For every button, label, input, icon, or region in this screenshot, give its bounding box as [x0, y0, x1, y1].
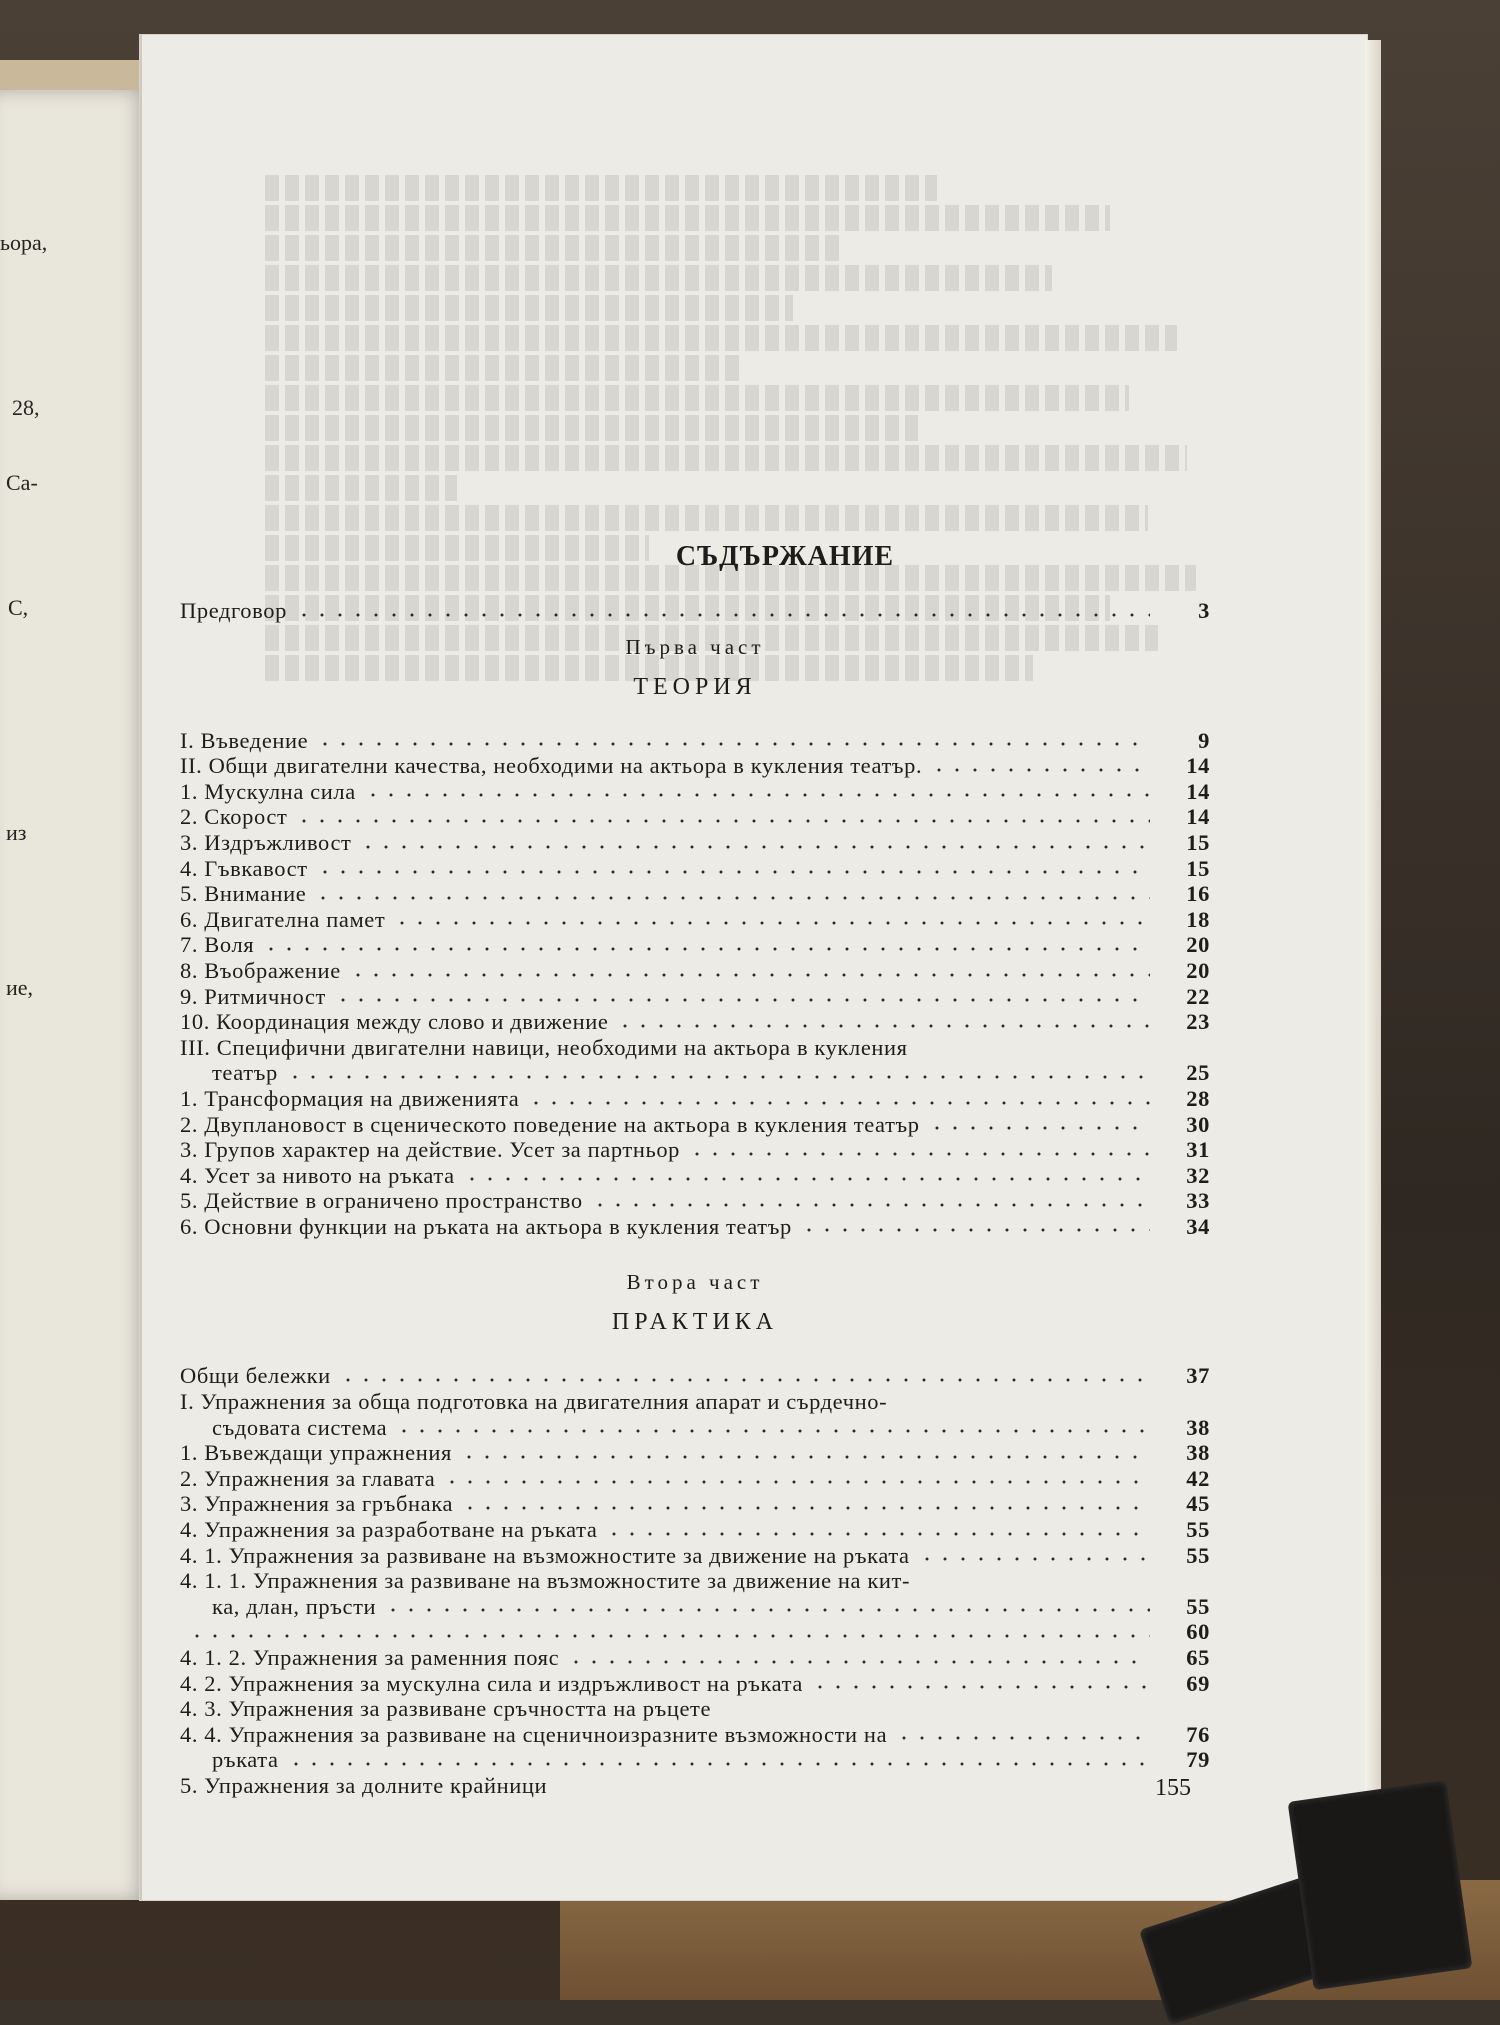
left-page [0, 90, 150, 1900]
leader-dots [262, 945, 1150, 953]
table-of-contents [180, 540, 1210, 1799]
toc-entry-page: 38 [1186, 1414, 1210, 1440]
part-two-label: Втора част [626, 1270, 764, 1295]
part-one-entries [180, 728, 1210, 1240]
toc-entry-label: 4. Упражнения за разработване на ръката [180, 1517, 598, 1543]
leader-dots [930, 766, 1150, 774]
book-spine-edge [0, 60, 160, 90]
toc-entry [180, 907, 1210, 933]
toc-entry-page: 33 [1186, 1188, 1210, 1214]
toc-entry [180, 1415, 1210, 1441]
toc-entry-label: I. Упражнения за обща подготовка на двигателния апарат и сърдечно- [180, 1389, 888, 1415]
leader-dots [895, 1402, 1150, 1410]
toc-entry [180, 1137, 1210, 1163]
toc-entry-page: 31 [1186, 1137, 1210, 1163]
toc-entry [180, 1035, 1210, 1061]
toc-entry-label: 5. Действие в ограничено пространство [180, 1188, 583, 1214]
part-two-entries [180, 1363, 1210, 1798]
leader-dots [286, 1073, 1150, 1081]
toc-entry-page: 42 [1186, 1465, 1210, 1491]
leader-dots [460, 1453, 1150, 1461]
toc-entry-preface [180, 598, 1210, 624]
toc-entry [180, 1009, 1210, 1035]
toc-entry-page: 20 [1186, 932, 1210, 958]
leader-dots [295, 817, 1150, 825]
toc-entry [180, 1440, 1210, 1466]
toc-entry [180, 779, 1210, 805]
leader-dots [188, 1632, 1150, 1640]
toc-entry-page: 79 [1186, 1747, 1210, 1773]
toc-entry [180, 1060, 1210, 1086]
left-page-fragment: 28, [12, 395, 40, 420]
part-one-label: Първа част [625, 634, 765, 659]
toc-entry [180, 1722, 1210, 1748]
leader-dots [463, 1175, 1150, 1183]
toc-entry-label: 2. Упражнения за главата [180, 1465, 436, 1491]
toc-entry-label: 2. Двуплановост в сценическото поведение на актьора в кукления театър [180, 1111, 920, 1137]
toc-entry [180, 958, 1210, 984]
toc-entry-label: ка, длан, пръсти [212, 1593, 377, 1619]
toc-entry-label: 6. Основни функции на ръката на актьора в кукления театър [180, 1213, 792, 1239]
leader-dots [295, 611, 1150, 619]
toc-entry-label: 1. Мускулна сила [180, 778, 356, 804]
toc-entry-label: ръката [212, 1747, 279, 1773]
toc-entry-page: 30 [1186, 1111, 1210, 1137]
toc-entry [180, 1491, 1210, 1517]
toc-entry [180, 753, 1210, 779]
toc-entry [180, 1086, 1210, 1112]
toc-entry [180, 804, 1210, 830]
page-number: 155 [1155, 1775, 1191, 1801]
leader-dots [316, 740, 1150, 748]
toc-entry-page: 14 [1186, 753, 1210, 779]
toc-entry-page: 60 [1186, 1619, 1210, 1645]
toc-entry-label: 6. Двигателна памет [180, 906, 386, 932]
toc-entry-label: Общи бележки [180, 1363, 331, 1389]
part-one-title: ТЕОРИЯ [633, 673, 757, 700]
toc-entry [180, 1517, 1210, 1543]
toc-entry [180, 984, 1210, 1010]
toc-entry-label: I. Въведение [180, 727, 309, 753]
leader-dots [555, 1786, 1150, 1794]
leader-dots [314, 894, 1150, 902]
toc-entry-label: 5. Внимание [180, 881, 307, 907]
leader-dots [918, 1555, 1150, 1563]
leader-dots [895, 1734, 1150, 1742]
toc-entry-label: Предговор [180, 598, 287, 623]
toc-entry-page: 45 [1186, 1491, 1210, 1517]
leader-dots [334, 996, 1150, 1004]
toc-entry [180, 1747, 1210, 1773]
toc-entry-page: 55 [1186, 1542, 1210, 1568]
leader-dots [443, 1478, 1150, 1486]
toc-entry-page: 20 [1186, 957, 1210, 983]
leader-dots [287, 1760, 1150, 1768]
toc-entry [180, 1773, 1210, 1799]
page-stack-edge [1365, 40, 1381, 1900]
leader-dots [605, 1530, 1150, 1538]
toc-entry-label: 3. Групов характер на действие. Усет за партньор [180, 1137, 681, 1163]
toc-entry-page: 16 [1186, 881, 1210, 907]
leader-dots [811, 1683, 1150, 1691]
toc-entry-label: 2. Скорост [180, 804, 288, 830]
toc-entry-page: 28 [1186, 1085, 1210, 1111]
toc-entry-label: 10. Координация между слово и движение [180, 1009, 609, 1035]
toc-entry-page: 14 [1186, 804, 1210, 830]
leader-dots [384, 1606, 1150, 1614]
toc-entry-page: 76 [1186, 1721, 1210, 1747]
toc-entry [180, 1389, 1210, 1415]
leader-dots [567, 1658, 1150, 1666]
toc-entry [180, 1696, 1210, 1722]
toc-entry-page: 37 [1186, 1363, 1210, 1389]
toc-entry-label: 4. 2. Упражнения за мускулна сила и издръжливост на ръката [180, 1670, 803, 1696]
toc-entry-label: 3. Издръжливост [180, 829, 352, 855]
leader-dots [916, 1047, 1150, 1055]
toc-entry-page: 15 [1186, 855, 1210, 881]
toc-entry-page: 22 [1186, 983, 1210, 1009]
toc-entry-page: 23 [1186, 1009, 1210, 1035]
contents-heading: СЪДЪРЖАНИЕ [675, 541, 895, 572]
toc-entry [180, 881, 1210, 907]
toc-entry [180, 856, 1210, 882]
toc-entry-page: 3 [1198, 598, 1210, 623]
toc-entry [180, 830, 1210, 856]
left-page-fragment: ие, [6, 975, 34, 1000]
binder-clip [1288, 1780, 1473, 1990]
toc-entry-label: театър [212, 1060, 278, 1086]
toc-entry [180, 1363, 1210, 1389]
left-page-fragment: С, [8, 595, 29, 620]
toc-entry-label: 8. Въображение [180, 957, 341, 983]
toc-entry-label: 1. Трансформация на движенията [180, 1085, 520, 1111]
leader-dots [359, 843, 1150, 851]
leader-dots [918, 1581, 1150, 1589]
leader-dots [616, 1022, 1150, 1030]
leader-dots [393, 919, 1150, 927]
toc-entry [180, 1594, 1210, 1620]
toc-entry [180, 1568, 1210, 1594]
toc-entry-page: 25 [1186, 1060, 1210, 1086]
part-two-title: ПРАКТИКА [611, 1309, 779, 1336]
leader-dots [316, 868, 1150, 876]
toc-entry-page: 69 [1186, 1670, 1210, 1696]
leader-dots [928, 1124, 1150, 1132]
leader-dots [364, 791, 1150, 799]
toc-entry-page: 55 [1186, 1593, 1210, 1619]
leader-dots [339, 1376, 1150, 1384]
toc-entry-label: 4. Гъвкавост [180, 855, 308, 881]
toc-entry [180, 1188, 1210, 1214]
leader-dots [688, 1150, 1150, 1158]
left-page-fragment: из [6, 820, 27, 845]
toc-entry-label: II. Общи двигателни качества, необходими на актьора в кукления театър. [180, 753, 923, 779]
toc-entry-label: 4. 1. 2. Упражнения за раменния пояс [180, 1645, 560, 1670]
toc-entry-label: 9. Ритмичност [180, 983, 326, 1009]
toc-entry [180, 1671, 1210, 1697]
toc-entry-page: 34 [1186, 1213, 1210, 1239]
toc-entry-label: 4. 1. Упражнения за развиване на възможностите за движение на ръката [180, 1542, 910, 1568]
toc-entry [180, 932, 1210, 958]
toc-entry [180, 728, 1210, 754]
toc-entry [180, 1466, 1210, 1492]
toc-entry-label: 1. Въвеждащи упражнения [180, 1440, 452, 1466]
toc-entry-label: 4. 1. 1. Упражнения за развиване на възможностите за движение на кит- [180, 1568, 911, 1594]
leader-dots [800, 1226, 1150, 1234]
toc-entry-label: съдовата система [212, 1414, 388, 1440]
toc-entry [180, 1645, 1210, 1671]
toc-entry-page: 55 [1186, 1517, 1210, 1543]
toc-entry-label: 4. 3. Упражнения за развиване сръчността на ръцете [180, 1696, 712, 1722]
toc-entry-label: 5. Упражнения за долните крайници [180, 1772, 548, 1798]
toc-entry-page: 9 [1198, 727, 1210, 753]
toc-entry-label: 4. 4. Упражнения за развиване на сценичноизразните възможности на [180, 1721, 888, 1747]
leader-dots [719, 1709, 1150, 1717]
leader-dots [395, 1427, 1150, 1435]
leader-dots [461, 1504, 1150, 1512]
toc-entry-label: 4. Усет за нивото на ръката [180, 1162, 455, 1188]
toc-entry-label: 7. Воля [180, 932, 255, 958]
toc-entry [180, 1112, 1210, 1138]
toc-entry-page: 14 [1186, 778, 1210, 804]
toc-entry [180, 1163, 1210, 1189]
toc-entry [180, 1543, 1210, 1569]
toc-entry [180, 1214, 1210, 1240]
left-page-fragment: Са- [6, 470, 38, 495]
toc-entry-page: 38 [1186, 1440, 1210, 1466]
leader-dots [591, 1201, 1150, 1209]
toc-entry [180, 1619, 1210, 1645]
leader-dots [349, 971, 1150, 979]
toc-entry-label: III. Специфични двигателни навици, необходими на актьора в кукления [180, 1034, 908, 1060]
toc-entry-page: 32 [1186, 1162, 1210, 1188]
toc-entry-label: 3. Упражнения за гръбнака [180, 1491, 454, 1517]
leader-dots [527, 1099, 1150, 1107]
toc-entry-page: 18 [1186, 906, 1210, 932]
left-page-fragment: ьора, [0, 230, 48, 255]
toc-entry-page: 15 [1186, 829, 1210, 855]
toc-entry-page: 65 [1186, 1645, 1210, 1670]
